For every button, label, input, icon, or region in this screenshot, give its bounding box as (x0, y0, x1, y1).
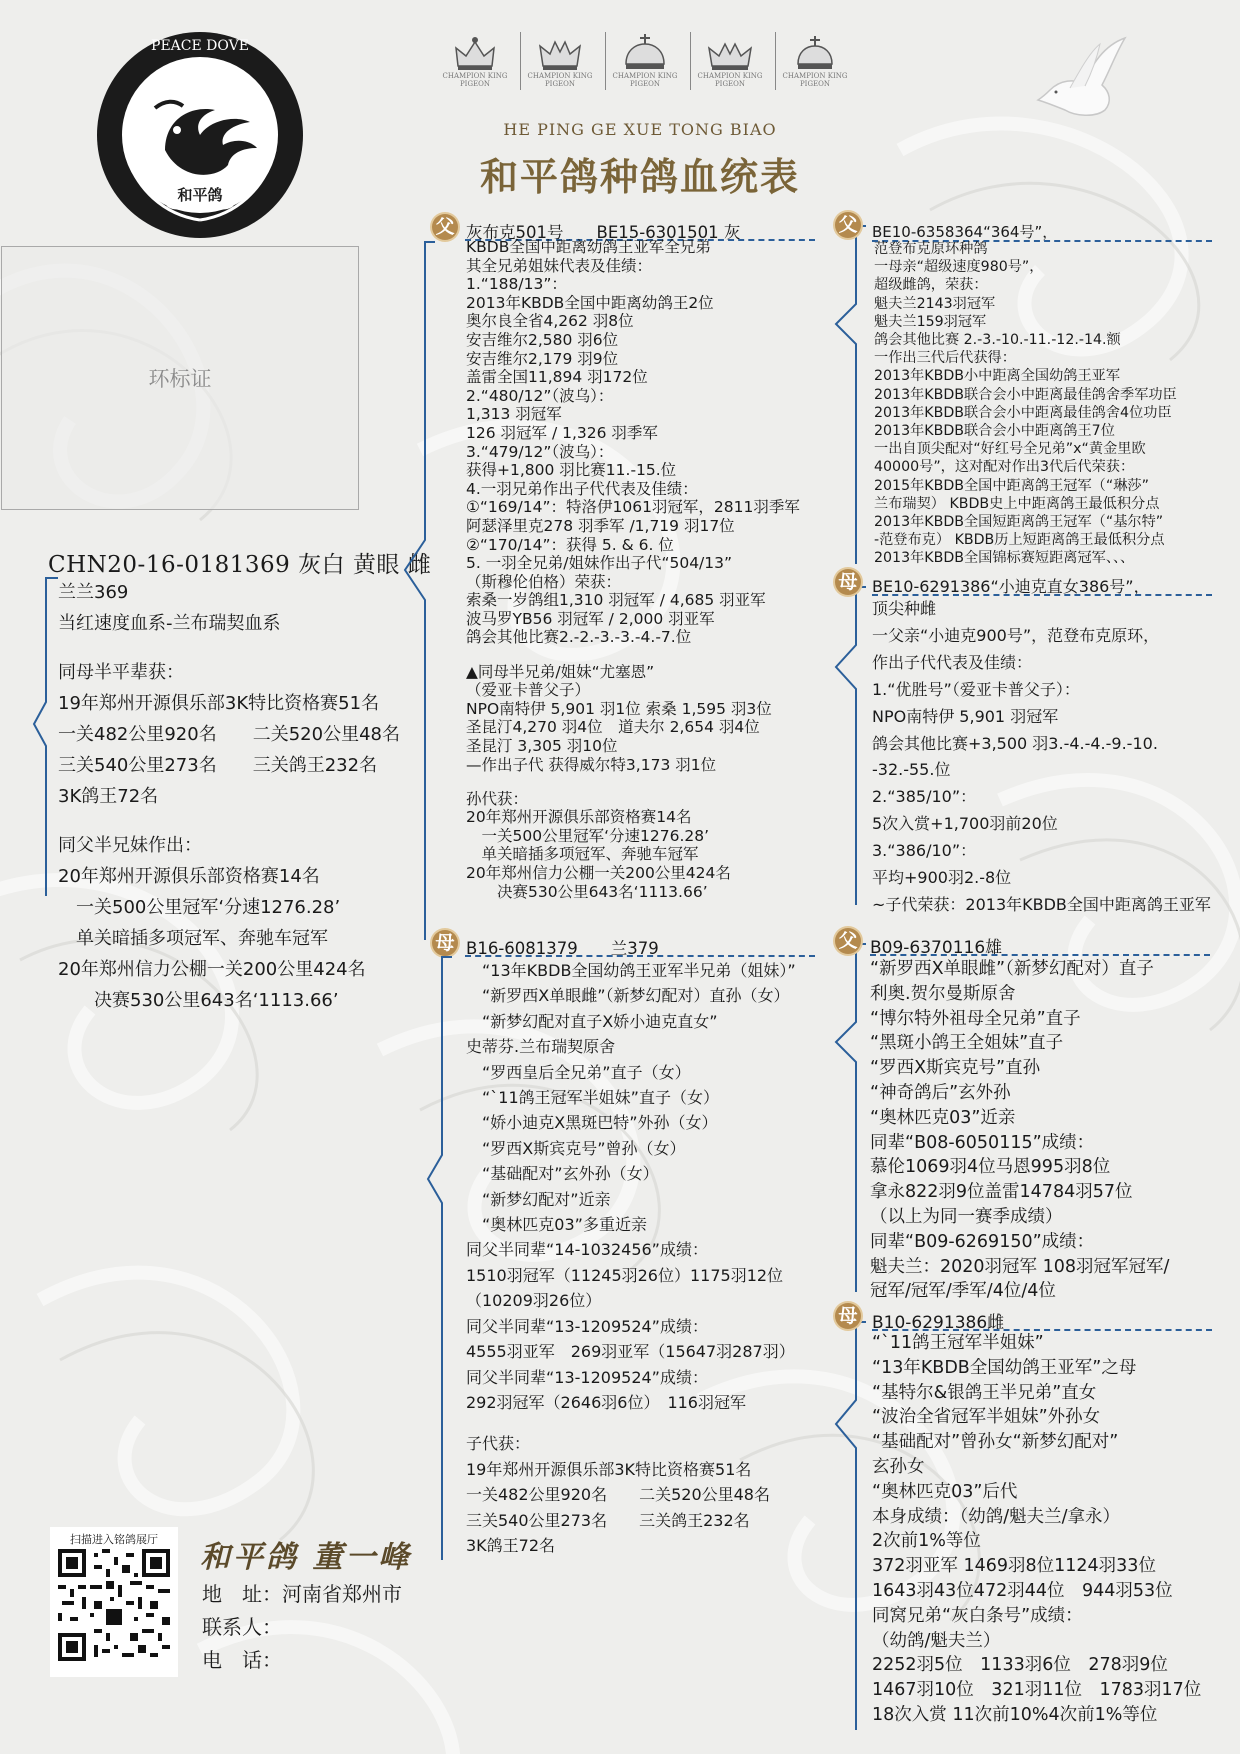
page-title: 和平鸽种鸽血统表 (479, 154, 800, 199)
text-line: 1467羽10位 321羽11位 1783羽17位 (872, 1680, 1202, 1701)
contact-person: 联系人： (202, 1615, 282, 1639)
crown-label: CHAMPION KING PIGEON (782, 72, 848, 88)
text-line: 孙代获： (466, 789, 529, 808)
text-line: -32.-55.位 (872, 760, 951, 780)
text-line: —作出子代 获得威尔特3,173 羽1位 (466, 755, 717, 774)
crown-label: CHAMPION KING PIGEON (612, 72, 678, 88)
text-line: 同辈“B08-6050115”成绩： (870, 1132, 1095, 1153)
text-line: “`11鸽王冠军半姐妹” (872, 1333, 1044, 1353)
text-line: 超级雌鸽，荣获： (874, 277, 988, 294)
text-line: 平均+900羽2.-8位 (872, 868, 1012, 888)
text-line: 2次前1%等位 (872, 1531, 981, 1552)
text-line: 2013年KBDB全国短距离鸽王冠军（“基尔特” (874, 514, 1164, 531)
text-line: 20年郑州开源俱乐部资格赛14名 (466, 808, 692, 827)
text-line: “基础配对”玄外孙（女） (466, 1164, 659, 1184)
text-line: 2013年KBDB全国中距离幼鸽王2位 (466, 293, 714, 312)
text-line: 同父半同辈“14-1032456”成绩： (466, 1240, 708, 1260)
text-line: “新梦幻配对直子X娇小迪克直女” (466, 1011, 718, 1031)
text-line: 安吉维尔2,179 羽9位 (466, 349, 619, 368)
text-line: （爱亚卡普父子） (466, 681, 591, 700)
qr-code[interactable] (50, 1527, 178, 1677)
text-line: 三关540公里273名 三关鸽王232名 (58, 755, 378, 776)
text-line: 2013年KBDB联合会小中距离鸽王7位 (874, 423, 1115, 440)
text-line: 292羽冠军（2646羽6位） 116羽冠军 (466, 1392, 746, 1412)
dam-bracket (412, 955, 452, 1565)
text-line: 圣昆汀4,270 羽4位 道夫尔 2,654 羽4位 (466, 718, 760, 737)
bird-bracket (0, 572, 60, 902)
text-line: （以上为同一赛季成绩） (870, 1206, 1063, 1227)
text-line: 1510羽冠军（11245羽26位）1175羽12位 (466, 1265, 784, 1285)
text-line: （幼鸽/魁夫兰） (872, 1630, 1001, 1651)
phone: 电 话： (202, 1648, 282, 1672)
text-line: 同父半同辈“13-1209524”成绩： (466, 1316, 708, 1336)
dam-description (466, 958, 796, 1558)
text-line: “罗西X斯宾克号”直孙 (870, 1058, 1041, 1079)
text-line: ②“170/14”：获得 5. & 6. 位 (466, 535, 674, 554)
text-line: 一关500公里冠军‘分速1276.28’ (58, 897, 341, 918)
text-line: 1.“188/13”： (466, 275, 567, 294)
crown-label: CHAMPION KING PIGEON (442, 72, 508, 88)
text-line: 盖雷全国11,894 羽172位 (466, 368, 648, 387)
text-line: “博尔特外祖母全兄弟”直子 (870, 1008, 1081, 1029)
text-line: 1643羽43位472羽44位 944羽53位 (872, 1580, 1173, 1601)
text-line: 本身成绩：（幼鸽/魁夫兰/拿永） (872, 1506, 1121, 1527)
text-line: 魁夫兰：2020羽冠军 108羽冠军冠军/ (870, 1256, 1170, 1277)
logo-text: PEACE DOVE (151, 38, 249, 54)
dam-sire-head: B09-6370116雄 (870, 938, 1003, 958)
sire-sire-description (874, 240, 1177, 568)
text-line: 20年郑州开源俱乐部资格赛14名 (58, 866, 320, 887)
text-line: 同父半同辈“13-1209524”成绩： (466, 1367, 708, 1387)
qr-title: 扫描进入铭鸽展厅 (70, 1533, 158, 1546)
dam-sire-description (870, 957, 1169, 1304)
crown-icon (780, 30, 850, 94)
dam-dam-description (872, 1331, 1201, 1728)
text-line: 获得+1,800 羽比赛11.-15.位 (466, 461, 677, 480)
address: 地 址：河南省郑州市 (202, 1582, 402, 1606)
text-line: 索桑一岁鸽组1,310 羽冠军 / 4,685 羽亚军 (466, 591, 766, 610)
sire-badge: 父 (432, 214, 458, 240)
text-line: 2252羽5位 1133羽6位 278羽9位 (872, 1655, 1168, 1676)
text-line: “基础配对”曾孙女“新梦幻配对” (872, 1432, 1119, 1453)
text-line: 126 羽冠军 / 1,326 羽季军 (466, 423, 658, 442)
text-line: 2015年KBDB全国中距离鸽王冠军（“琳莎” (874, 477, 1149, 494)
dam-underline (465, 955, 815, 957)
text-line: 决赛530公里643名‘1113.66’ (58, 990, 339, 1011)
text-line: “奥林匹克03”后代 (872, 1481, 1018, 1502)
sire-sire-head: BE10-6358364“364号”， (872, 223, 1058, 241)
text-line: KBDB全国中距离幼鸽王亚军全兄弟 (466, 238, 711, 256)
dam-dam-bracket (826, 1320, 866, 1740)
text-line: 一母亲“超级速度980号”， (874, 259, 1044, 276)
dam-sire-badge: 父 (835, 928, 861, 954)
dam-dam-badge: 母 (835, 1303, 861, 1329)
title-en: HE PING GE XUE TONG BIAO (503, 120, 777, 139)
crown-icon (610, 30, 680, 94)
text-line: 2013年KBDB联合会小中距离最佳鸽舍4位功臣 (874, 404, 1172, 421)
text-line: “神奇鸽后”玄外孙 (870, 1082, 1011, 1103)
text-line (466, 1415, 796, 1431)
text-line: 鸽会其他比赛 2.-3.-10.-11.-12.-14.额 (874, 332, 1121, 349)
text-line: 顶尖种雌 (872, 599, 937, 618)
sire-sire-bracket (826, 224, 866, 584)
crown-icon (695, 30, 765, 94)
text-line: 子代获： (466, 1434, 531, 1454)
text-line: 2013年KBDB联合会小中距离最佳鸽舍季军功臣 (874, 386, 1177, 403)
text-line: 5. 一羽全兄弟/姐妹作出子代“504/13” (466, 554, 733, 573)
ring-label: 环标证 (148, 367, 212, 391)
text-line: “黑斑小鸽王全姐妹”直子 (870, 1033, 1064, 1054)
bird-description (58, 577, 400, 1016)
text-line: 波马罗YB56 羽冠军 / 2,000 羽亚军 (466, 609, 715, 628)
text-line: “奥林匹克03”多重近亲 (466, 1215, 647, 1235)
text-line: “罗西皇后全兄弟”直子（女） (466, 1062, 691, 1082)
text-line: 兰布瑞契） KBDB史上中距离鸽王最低积分点 (874, 495, 1160, 512)
text-line (58, 812, 400, 830)
tree-bracket-main (395, 240, 435, 940)
text-line: 一父亲“小迪克900号”，范登布克原环， (872, 625, 1160, 645)
text-line: 3.“386/10”： (872, 841, 977, 861)
signature: 和平鸽 董一峰 (200, 1540, 412, 1575)
text-line: 19年郑州开源俱乐部3K特比资格赛51名 (58, 693, 380, 714)
text-line: “新罗西X单眼雌”（新梦幻配对）直孙（女） (466, 986, 790, 1006)
dam-sire-underline (870, 954, 1210, 956)
contact-info (202, 1578, 402, 1677)
text-line: 单关暗插多项冠军、奔驰车冠军 (466, 845, 699, 864)
divider (520, 32, 521, 90)
divider (775, 32, 776, 90)
sire-dam-head: BE10-6291386“小迪克直女386号”， (872, 577, 1150, 596)
text-line: 20年郑州信力公棚一关200公里424名 (466, 864, 731, 882)
divider (605, 32, 606, 90)
text-line: 3.“479/12”（波乌）： (466, 442, 614, 461)
text-line: “`11鸽王冠军半姐妹”直子（女） (466, 1088, 719, 1108)
text-line: 1,313 羽冠军 (466, 405, 562, 424)
tree-lines (0, 0, 1, 1)
text-line: 玄孙女 (872, 1456, 925, 1477)
text-line: 三关540公里273名 三关鸽王232名 (466, 1510, 750, 1530)
text-line (58, 639, 400, 657)
text-line: 20年郑州信力公棚一关200公里424名 (58, 959, 366, 980)
text-line: 其全兄弟姐妹代表及佳绩： (466, 256, 653, 275)
crown-icon (525, 30, 595, 94)
dam-badge: 母 (432, 930, 458, 956)
text-line: “13年KBDB全国幼鸽王亚军半兄弟（姐妹）” (466, 961, 796, 980)
qr-icon (58, 1549, 170, 1661)
text-line: 兰兰369 (58, 582, 129, 603)
text-line: 鸽会其他比赛2.-2.-3.-3.-4.-7.位 (466, 628, 692, 647)
text-line: “13年KBDB全国幼鸽王亚军”之母 (872, 1357, 1137, 1378)
text-line: 一关482公里920名 二关520公里48名 (466, 1485, 770, 1505)
text-line: ~子代荣获：2013年KBDB全国中距离鸽王亚军 (872, 894, 1211, 914)
text-line: “奥林匹克03”近亲 (870, 1107, 1016, 1128)
text-line: 冠军/冠军/季军/4位/4位 (870, 1281, 1056, 1302)
text-line: NPO南特伊 5,901 羽1位 索桑 1,595 羽3位 (466, 699, 772, 718)
sire-dam-description (872, 596, 1211, 919)
sire-dam-bracket (826, 585, 866, 915)
logo-cn: 和平鸽 (177, 186, 223, 204)
text-line: “新罗西X单眼雌”（新梦幻配对）直子 (870, 959, 1154, 979)
text-line: 决赛530公里643名‘1113.66’ (466, 882, 708, 901)
text-line: 奥尔良全省4,262 羽8位 (466, 312, 634, 331)
text-line: “罗西X斯宾克号”曾孙（女） (466, 1138, 686, 1158)
text-line: 同辈“B09-6269150”成绩： (870, 1231, 1095, 1252)
text-line: 4.一羽兄弟作出子代代表及佳绩： (466, 479, 698, 498)
text-line: 3K鸽王72名 (58, 786, 159, 807)
sire-head: 灰布克501号 BE15-6301501 灰 (466, 223, 741, 242)
text-line: 一作出三代后代获得： (874, 350, 1016, 367)
text-line: （10209羽26位） (466, 1291, 602, 1311)
dam-sire-bracket (826, 942, 866, 1302)
text-line: ▲同母半兄弟/姐妹“尤塞恩” (466, 662, 655, 681)
text-line: 阿瑟泽里克278 羽季军 /1,719 羽17位 (466, 516, 735, 535)
text-line: 同父半兄妹作出： (58, 835, 202, 856)
text-line: 18次入赏 11次前10%4次前1%等位 (872, 1704, 1158, 1725)
text-line: ①“169/14”：特洛伊1061羽冠军，2811羽季军 (466, 498, 800, 517)
text-line: 5次入赏+1,700羽前20位 (872, 814, 1058, 834)
sire-description (466, 238, 800, 901)
text-line: （斯穆伦伯格）荣获： (466, 572, 622, 591)
text-line: 同窝兄弟“灰白条号”成绩： (872, 1605, 1083, 1626)
text-line: 372羽亚军 1469羽8位1124羽33位 (872, 1556, 1156, 1577)
text-line: “波治全省冠军半姐妹”外孙女 (872, 1407, 1101, 1428)
text-line: 40000号”，这对配对作出3代后代荣获： (874, 459, 1135, 476)
text-line: 19年郑州开源俱乐部3K特比资格赛51名 (466, 1459, 752, 1479)
text-line: 3K鸽王72名 (466, 1535, 556, 1555)
text-line (466, 774, 800, 790)
text-line: -范登布克） KBDB历上短距离鸽王最低积分点 (874, 532, 1165, 549)
text-line: 范登布克原环种鸽 (874, 241, 988, 257)
text-line: “基特尔&银鸽王半兄弟”直女 (872, 1382, 1097, 1403)
text-line: “娇小迪克X黑斑巴特”外孙（女） (466, 1113, 718, 1133)
dam-head: B16-6081379 兰379 (466, 939, 659, 958)
text-line: 当红速度血系-兰布瑞契血系 (58, 613, 281, 634)
text-line: 鸽会其他比赛+3,500 羽3.-4.-4.-9.-10. (872, 733, 1158, 753)
text-line: 同母半平辈获： (58, 662, 184, 683)
text-line: 一关500公里冠军‘分速1276.28’ (466, 826, 710, 845)
text-line: 1.“优胜号”（爱亚卡普父子）： (872, 679, 1080, 699)
text-line: 拿永822羽9位盖雷14784羽57位 (870, 1182, 1133, 1203)
text-line: 2013年KBDB全国锦标赛短距离冠军、、、 (874, 550, 1135, 567)
crown-label: CHAMPION KING PIGEON (697, 72, 763, 88)
text-line: 2.“385/10”： (872, 787, 977, 807)
text-line: 4555羽亚军 269羽亚军（15647羽287羽） (466, 1342, 795, 1362)
text-line: 作出子代代表及佳绩： (872, 652, 1033, 672)
text-line: 单关暗插多项冠军、奔驰车冠军 (58, 928, 328, 949)
text-line: 一出自顶尖配对“好红号全兄弟”x“黄金里欧 (874, 441, 1146, 458)
text-line: 圣昆汀 3,305 羽10位 (466, 736, 618, 755)
crown-icon (440, 30, 510, 94)
text-line: 慕伦1069羽4位马恩995羽8位 (870, 1157, 1111, 1178)
sire-dam-badge: 母 (835, 569, 861, 595)
dove-icon (1030, 30, 1130, 125)
text-line: 魁夫兰2143羽冠军 (874, 295, 996, 312)
text-line: NPO南特伊 5,901 羽冠军 (872, 706, 1059, 726)
bird-id: CHN20-16-0181369 灰白 黄眼 雌 (48, 552, 432, 578)
text-line: 一关482公里920名 二关520公里48名 (58, 724, 400, 745)
text-line: 安吉维尔2,580 羽6位 (466, 330, 619, 349)
text-line (466, 647, 800, 663)
peace-dove-logo (95, 30, 305, 240)
text-line: 2.“480/12”（波乌）： (466, 386, 614, 405)
text-line: 魁夫兰159羽冠军 (874, 313, 987, 330)
text-line: 利奥.贺尔曼斯原舍 (870, 983, 1016, 1004)
divider (690, 32, 691, 90)
crown-label: CHAMPION KING PIGEON (527, 72, 593, 88)
text-line: 史蒂芬.兰布瑞契原舍 (466, 1037, 616, 1057)
dam-dam-head: B10-6291386雌 (872, 1313, 1005, 1333)
text-line: 2013年KBDB小中距离全国幼鸽王亚军 (874, 368, 1121, 385)
text-line: “新梦幻配对”近亲 (466, 1189, 611, 1209)
ring-certificate-box (1, 246, 359, 510)
sire-sire-badge: 父 (835, 212, 861, 238)
crown-row (440, 30, 848, 100)
